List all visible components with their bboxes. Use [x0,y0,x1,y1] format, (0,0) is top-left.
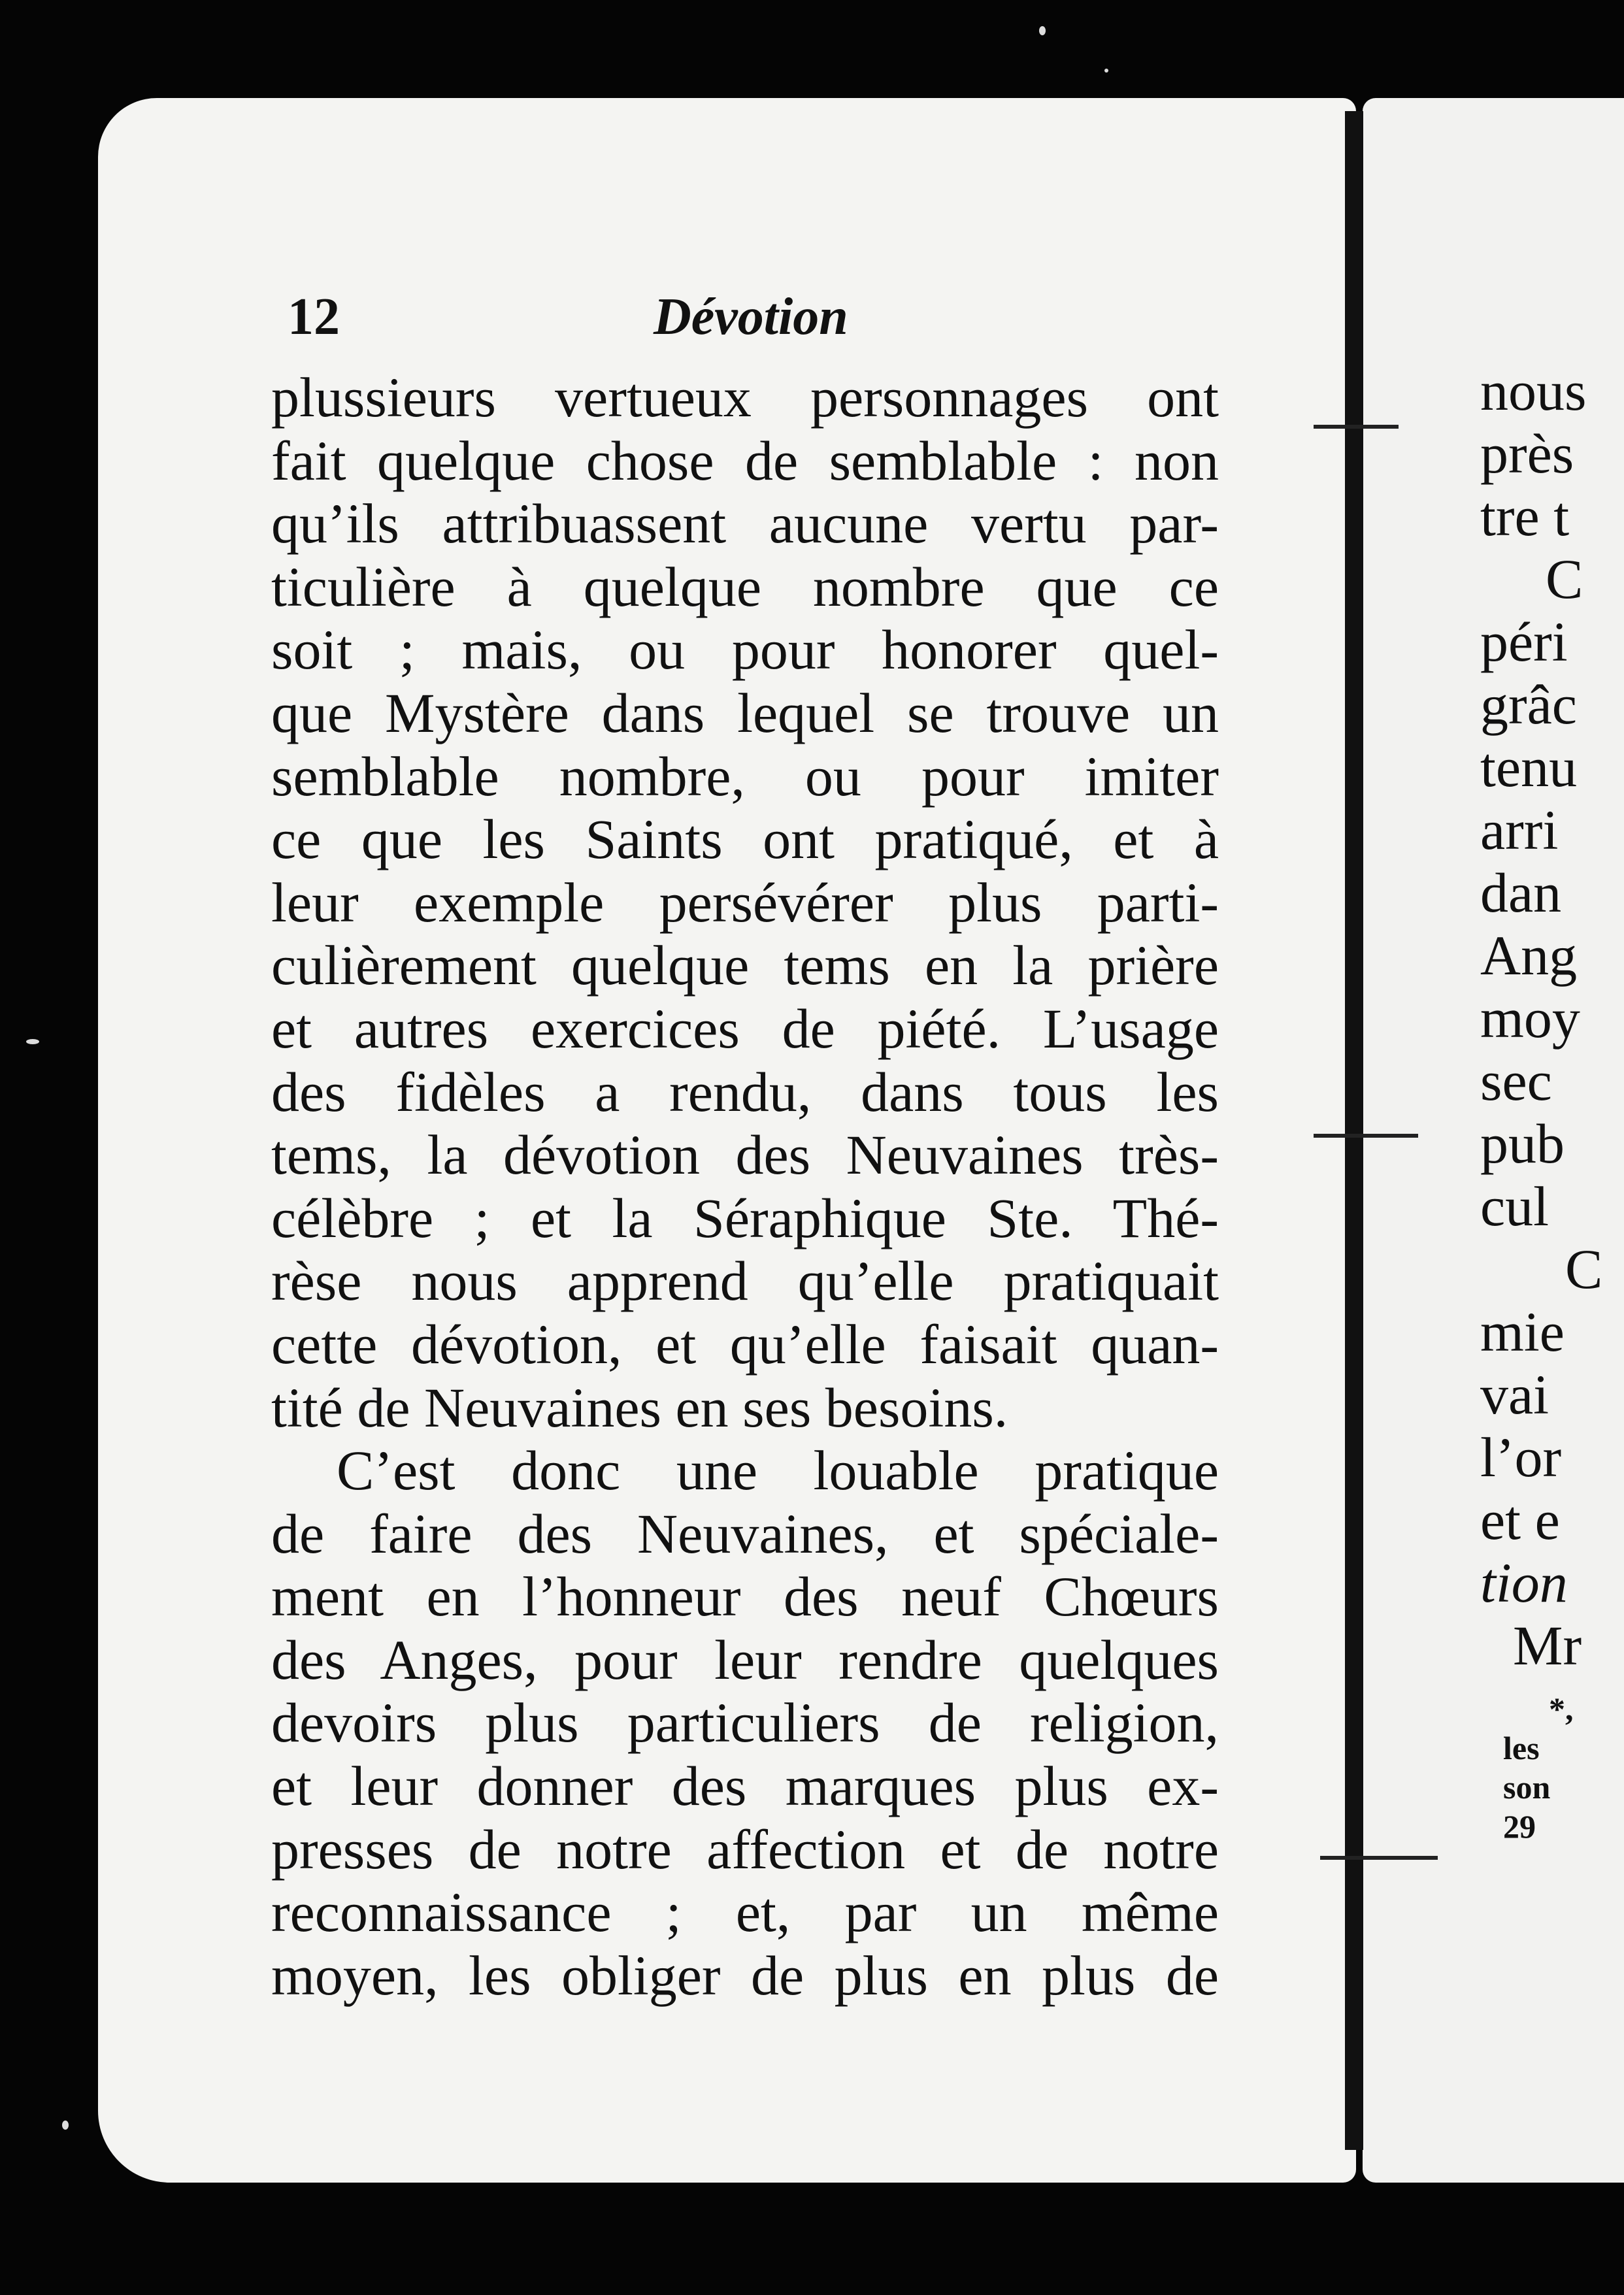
text-line: nous [1480,359,1587,422]
text-line: l’or [1480,1426,1562,1489]
text-line: des Anges, pour leur rendre quelques [271,1628,1219,1691]
text-line: reconnaissance ; et, par un même [271,1881,1219,1944]
text-line: des fidèles a rendu, dans tous les [271,1060,1219,1123]
text-line: sec [1480,1049,1552,1112]
text-line: Mr [1513,1614,1582,1677]
speck [1039,26,1046,35]
text-line: moy [1480,987,1580,1049]
text-line: vai [1480,1363,1549,1426]
text-line: C [1546,548,1583,610]
text-line: leur exemple persévérer plus parti- [271,870,1219,934]
text-line: près [1480,422,1574,485]
text-line: rèse nous apprend qu’elle pratiquait [271,1249,1219,1313]
text-line: et leur donner des marques plus ex- [271,1755,1219,1818]
speck [26,1039,39,1044]
text-line: C [1565,1238,1603,1300]
text-line: devoirs plus particuliers de religion, [271,1691,1219,1755]
text-line: C’est donc une louable pratique [337,1439,1219,1502]
text-line: mie [1480,1300,1565,1363]
text-line: de faire des Neuvaines, et spéciale- [271,1502,1219,1565]
text-line: ce que les Saints ont pratiqué, et à [271,808,1219,871]
footnote-line: 29 [1503,1808,1536,1845]
text-line: qu’ils attribuassent aucune vertu par- [271,492,1219,555]
right-page-text [1480,359,1603,1677]
footnote-line: *, [1549,1691,1574,1727]
text-line: tems, la dévotion des Neuvaines très- [271,1123,1219,1187]
footnote-line: son [1503,1769,1551,1806]
text-line: pub [1480,1112,1565,1175]
right-page-footnote [1503,1689,1588,1846]
text-line: moyen, les obliger de plus en plus de [271,1943,1219,2007]
text-line: tité de Neuvaines en ses besoins. [271,1376,1008,1439]
text-line: que Mystère dans lequel se trouve un [271,681,1219,744]
text-line: arri [1480,799,1559,861]
text-line: Ang [1480,924,1578,987]
gutter-mark [1314,1134,1418,1138]
text-line: culièrement quelque tems en la prière [271,934,1219,997]
page-gutter [1345,111,1363,2150]
text-line: dan [1480,861,1562,924]
text-line: célèbre ; et la Séraphique Ste. Thé- [271,1186,1219,1249]
text-line: péri [1480,610,1568,673]
text-line: et e [1480,1489,1560,1551]
gutter-mark [1314,425,1399,429]
text-line: ticulière à quelque nombre que ce [271,555,1219,618]
text-line: presses de notre affection et de notre [271,1817,1219,1881]
text-line: grâc [1480,673,1577,736]
running-title: Dévotion [654,288,848,346]
gutter-mark [1320,1856,1438,1860]
footnote-line: les [1503,1730,1540,1766]
text-line: plussieurs vertueux personnages ont [271,366,1219,429]
text-line: et autres exercices de piété. L’usage [271,997,1219,1060]
text-line: cette dévotion, et qu’elle faisait quan- [271,1312,1219,1376]
text-line: tion [1480,1551,1568,1614]
speck [1104,69,1108,73]
text-line: cul [1480,1175,1549,1238]
body-text [271,366,1219,2007]
text-line: fait quelque chose de semblable : non [271,429,1219,492]
text-line: tre t [1480,485,1570,548]
page-number: 12 [288,288,340,346]
text-line: soit ; mais, ou pour honorer quel- [271,618,1219,682]
text-line: semblable nombre, ou pour imiter [271,744,1219,808]
text-line: tenu [1480,736,1578,799]
speck [62,2121,69,2130]
text-line: ment en l’honneur des neuf Chœurs [271,1565,1219,1628]
